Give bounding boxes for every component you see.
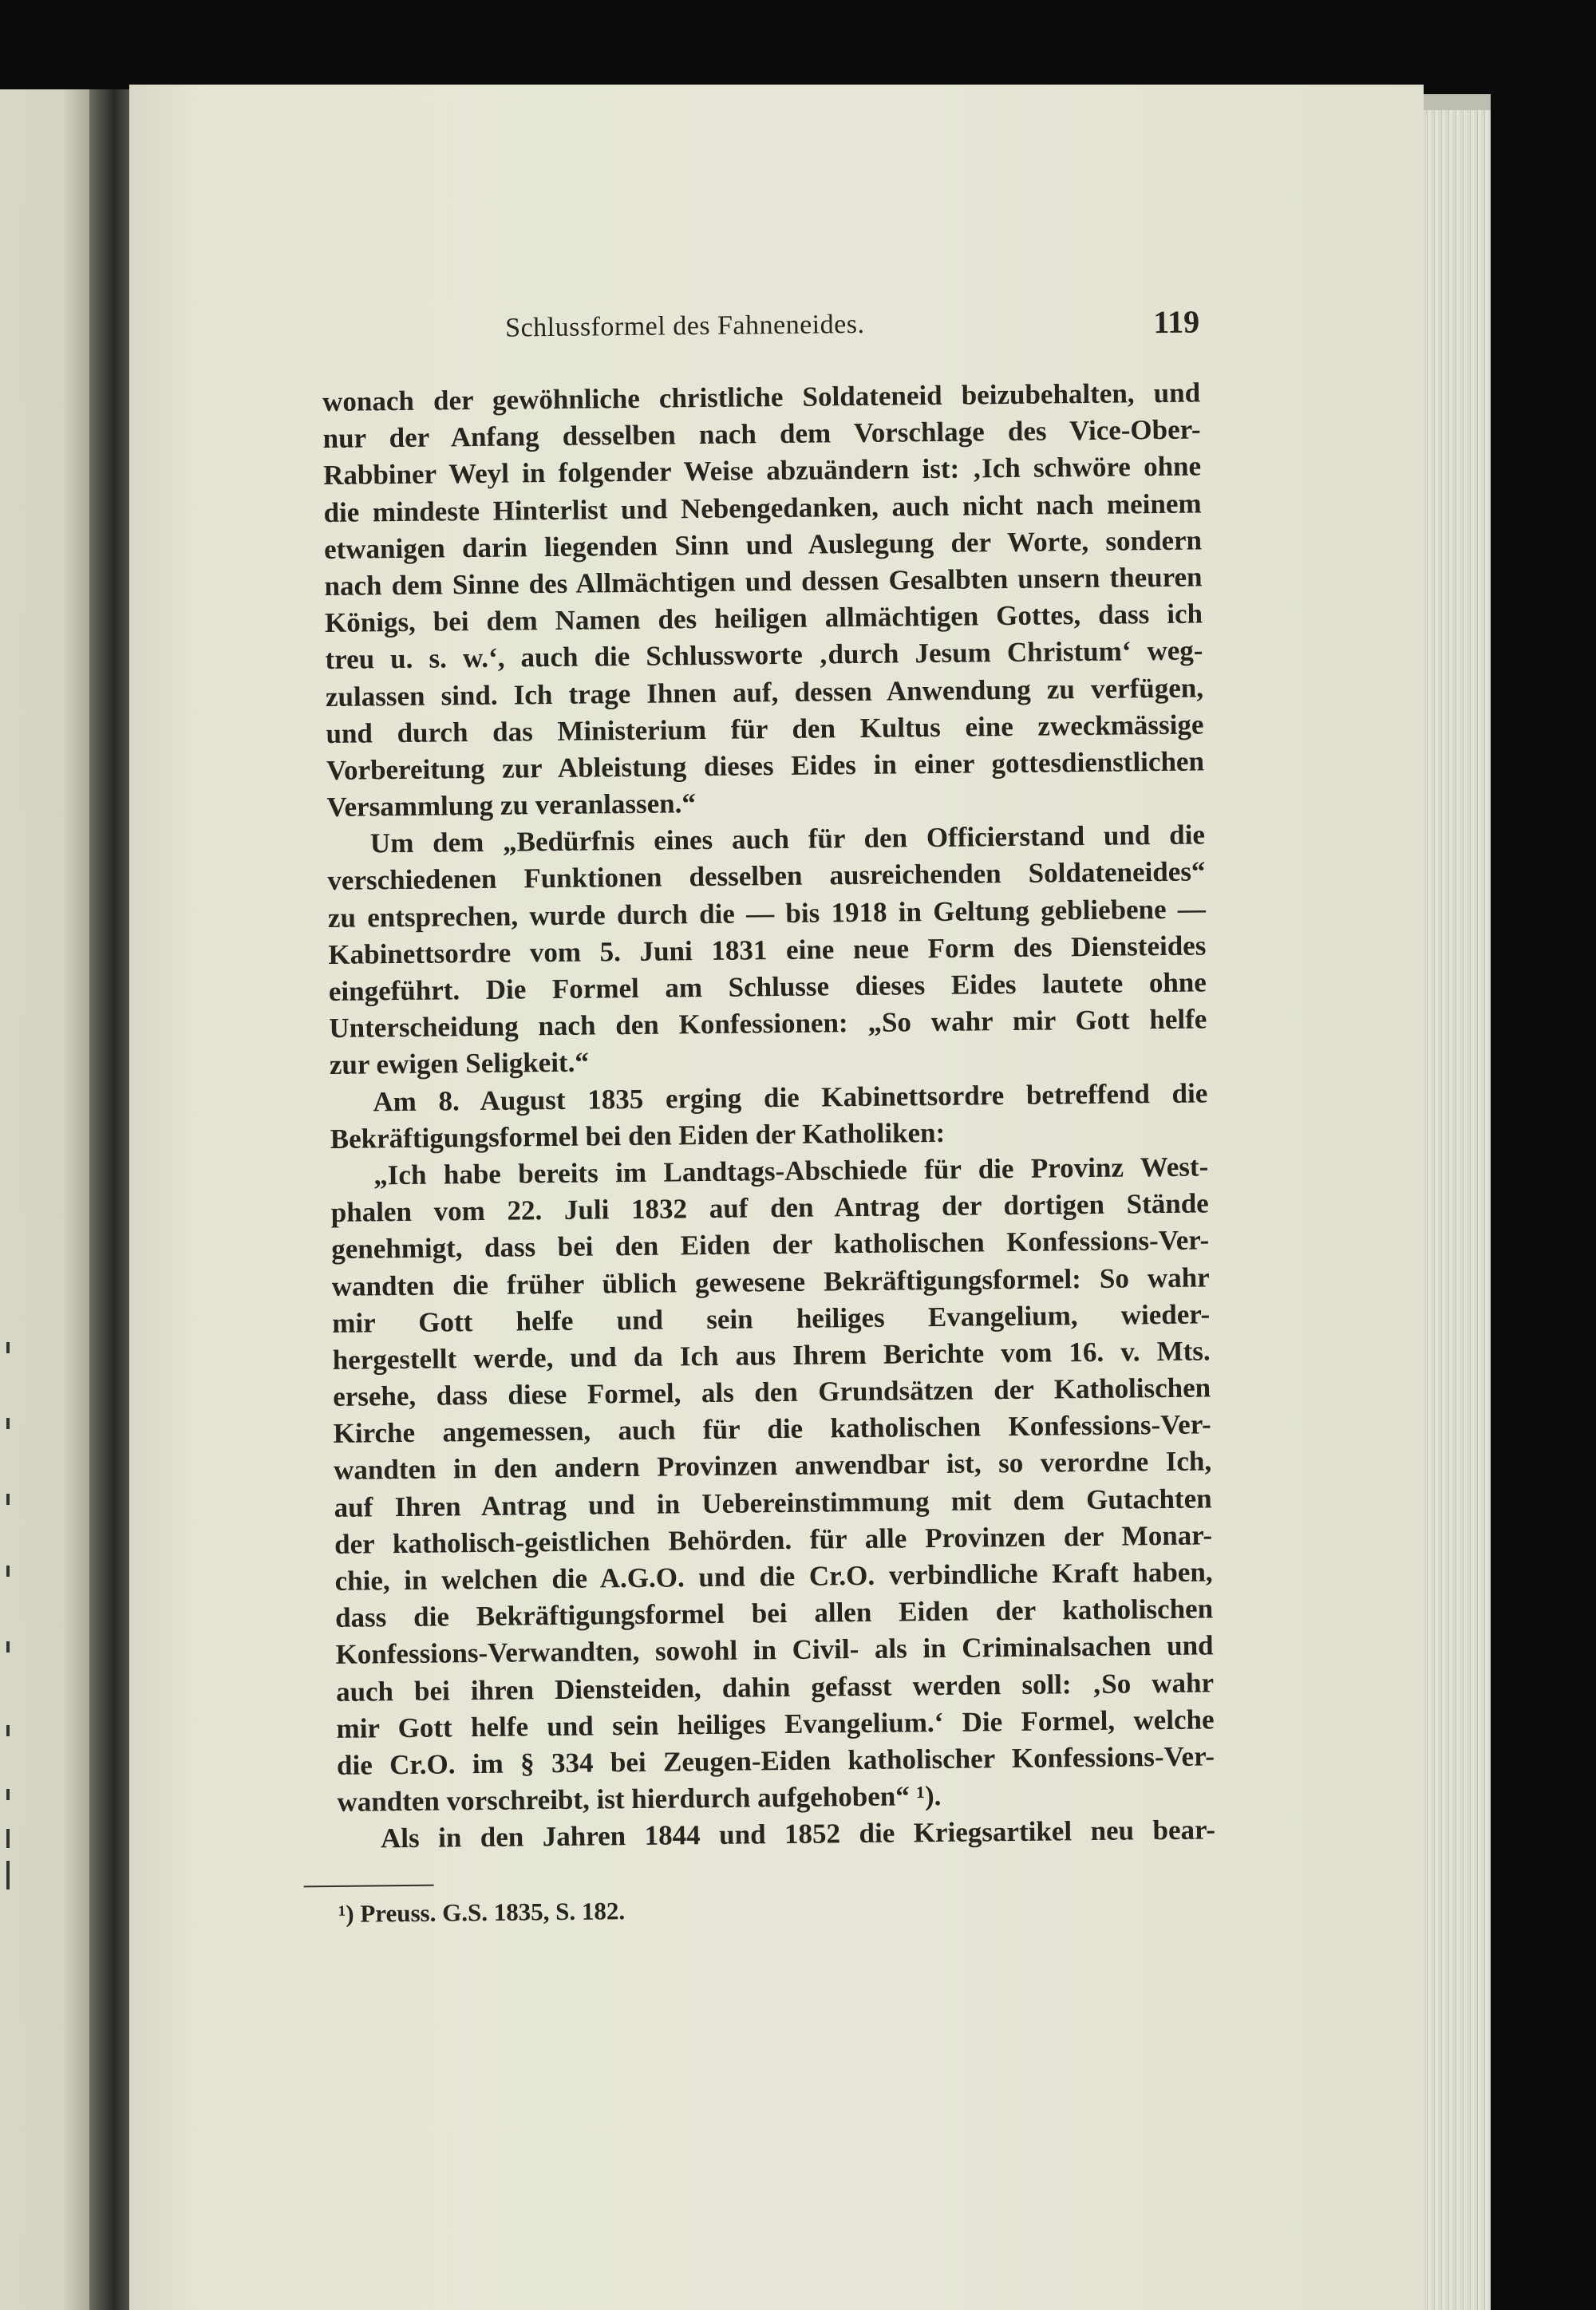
text-line: phalen vom 22. Juli 1832 auf den Antrag der dortigen Stände <box>330 1187 1209 1229</box>
text-line: Unterscheidung nach den Konfessionen: „So wahr mir Gott helfe <box>329 1003 1207 1044</box>
text-line: wonach der gewöhnliche christliche Soldateneid beizubehalten, und <box>322 377 1201 417</box>
text-line: Um dem „Bedürfnis eines auch für den Officierstand und die <box>369 819 1206 859</box>
text-line: treu u. s. w.‘, auch die Schlussworte ‚durch Jesum Christum‘ weg- <box>325 634 1203 676</box>
text-line: Konfessions-Verwandten, sowohl in Civil- als in Criminalsachen und <box>335 1629 1214 1671</box>
text-line: chie, in welchen die A.G.O. und die Cr.O. verbindliche Kraft haben, <box>334 1556 1213 1597</box>
text-line: Königs, bei dem Namen des heiligen allmächtigen Gottes, dass ich <box>324 598 1203 639</box>
running-title: Schlussformel des Fahneneides. <box>504 309 865 343</box>
text-line: wandten vorschreibt, ist hierdurch aufgehoben“ ¹). <box>337 1780 942 1818</box>
print-mark <box>6 1789 10 1800</box>
text-line: dass die Bekräftigungsformel bei allen Eiden der katholischen <box>334 1593 1214 1634</box>
facing-page-edge <box>0 89 89 2310</box>
print-mark <box>6 1829 10 1848</box>
text-line: auf Ihren Antrag und in Uebereinstimmung mit dem Gutachten <box>334 1483 1212 1523</box>
text-line: eingeführt. Die Formel am Schlusse dieses Eides lautete ohne <box>328 966 1207 1007</box>
page-content <box>322 303 1216 1928</box>
page-edges-top <box>1424 94 1491 110</box>
text-line: Rabbiner Weyl in folgender Weise abzuändern ist: ‚Ich schwöre ohne <box>322 450 1202 492</box>
text-line: genehmigt, dass bei den Eiden der katholischen Konfessions-Ver- <box>331 1224 1210 1266</box>
body-text <box>322 374 1215 1858</box>
text-line: hergestellt werde, und da Ich aus Ihrem Berichte vom 16. v. Mts. <box>332 1335 1211 1376</box>
text-line: wandten in den andern Provinzen anwendbar ist, so verordne Ich, <box>333 1445 1212 1487</box>
print-mark <box>6 1494 10 1505</box>
text-line: die Cr.O. im § 334 bei Zeugen-Eiden katholischer Konfessions-Ver- <box>336 1740 1215 1781</box>
text-line: zur ewigen Seligkeit.“ <box>329 1046 590 1081</box>
text-line: Vorbereitung zur Ableistung dieses Eides in einer gottesdienstlichen <box>326 745 1205 786</box>
text-line: nach dem Sinne des Allmächtigen und dessen Gesalbten unsern theuren <box>324 561 1203 602</box>
text-line: mir Gott helfe und sein heiliges Evangelium, wieder- <box>332 1298 1211 1339</box>
text-line: Bekräftigungsformel bei den Eiden der Katholiken: <box>330 1116 946 1155</box>
text-line: Kirche angemessen, auch für die katholischen Konfessions-Ver- <box>333 1408 1211 1450</box>
running-header <box>322 303 1200 363</box>
print-mark <box>6 1418 10 1429</box>
text-line: der katholisch-geistlichen Behörden. für alle Provinzen der Monar- <box>334 1519 1213 1560</box>
print-mark <box>6 1725 10 1736</box>
page-number: 119 <box>1153 303 1200 341</box>
page-edges <box>1424 94 1491 2310</box>
text-line: Kabinettsordre vom 5. Juni 1831 eine neue Form des Diensteides <box>328 930 1207 970</box>
print-mark <box>6 1342 10 1353</box>
text-line: nur der Anfang desselben nach dem Vorschlage des Vice-Ober- <box>322 413 1201 455</box>
footnote: ¹) Preuss. G.S. 1835, S. 182. <box>338 1896 626 1928</box>
text-line: und durch das Ministerium für den Kultus eine zweckmässige <box>326 709 1204 749</box>
text-line: ersehe, dass diese Formel, als den Grundsätzen der Katholischen <box>332 1372 1211 1412</box>
text-line: zu entsprechen, wurde durch die — bis 1918 in Geltung gebliebene — <box>327 893 1207 934</box>
text-line: „Ich habe bereits im Landtags-Abschiede für die Provinz West- <box>373 1151 1209 1191</box>
footnote-rule <box>304 1884 434 1887</box>
print-mark <box>6 1861 10 1889</box>
text-line: Versammlung zu veranlassen.“ <box>326 788 697 823</box>
text-line: auch bei ihren Diensteiden, dahin gefasst werden soll: ‚So wahr <box>335 1666 1215 1708</box>
text-line: zulassen sind. Ich trage Ihnen auf, dessen Anwendung zu verfügen, <box>325 671 1204 713</box>
text-line: Am 8. August 1835 erging die Kabinettsordre betreffend die <box>373 1076 1208 1117</box>
text-line: wandten die früher üblich gewesene Bekräftigungsformel: So wahr <box>331 1261 1210 1302</box>
text-line: etwanigen darin liegenden Sinn und Auslegung der Worte, sondern <box>323 524 1203 565</box>
text-line: die mindeste Hinterlist und Nebengedanken, auch nicht nach meinem <box>323 488 1202 528</box>
text-line: mir Gott helfe und sein heiliges Evangelium.‘ Die Formel, welche <box>336 1704 1215 1744</box>
print-mark <box>6 1641 10 1653</box>
text-line: verschiedenen Funktionen desselben ausreichenden Soldateneides“ <box>327 855 1206 897</box>
book-gutter <box>89 89 131 2310</box>
text-line: Als in den Jahren 1844 und 1852 die Kriegsartikel neu bear- <box>380 1814 1216 1854</box>
print-mark <box>6 1566 10 1577</box>
